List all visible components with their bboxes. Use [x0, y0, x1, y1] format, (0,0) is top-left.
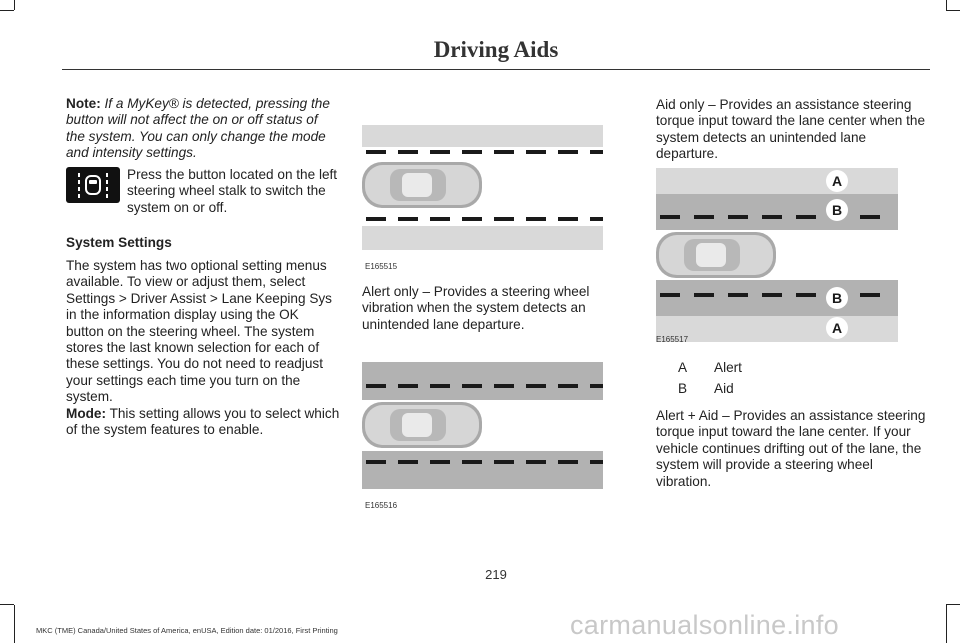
figure-alert-only — [362, 125, 603, 250]
alert-only-paragraph — [362, 284, 612, 333]
alert-aid-text: Alert + Aid – Provides an assistance steering torque input toward the lane center. If your vehicle continues drifting out of the lane, the system will provide a steering wheel vibration. — [656, 408, 926, 489]
edition-footer: MKC (TME) Canada/United States of America, enUSA, Edition date: 01/2016, First Printing — [36, 626, 338, 635]
note-text: If a MyKey® is detected, pressing the button will not affect the on or off status of the system. You can only change the mode and intensity settings. — [66, 96, 330, 161]
page-number: 219 — [485, 567, 507, 582]
watermark: carmanualsonline.info — [570, 610, 839, 640]
legend-letter-b: B — [678, 381, 688, 396]
alert-aid-paragraph — [656, 408, 928, 490]
page-title: Driving Aids — [433, 37, 559, 62]
legend-label-a: Alert — [714, 360, 742, 375]
crop-mark-top-right-v — [946, 0, 947, 10]
figure-alert-only-2 — [362, 362, 603, 489]
alert-zone-bottom — [656, 316, 898, 342]
crop-mark-bottom-left-h — [0, 604, 14, 605]
label-a-top: A — [831, 173, 843, 189]
aid-zone-bottom — [656, 280, 898, 316]
figure-id-3: E165517 — [656, 335, 689, 344]
lane-band-top — [362, 125, 603, 147]
car-icon — [362, 162, 482, 208]
mode-text: This setting allows you to select which of the system features to enable. — [66, 406, 340, 438]
lane-band-top — [362, 362, 603, 400]
lane-band-bottom — [362, 226, 603, 250]
alert-zone-top — [656, 168, 898, 194]
crop-mark-top-left — [0, 10, 14, 11]
figure-id-2: E165516 — [365, 501, 398, 510]
lane-dashes-bottom — [366, 217, 603, 221]
label-b-top: B — [831, 202, 843, 218]
crop-mark-top-right — [946, 10, 960, 11]
legend-label-b: Aid — [714, 381, 734, 396]
aid-only-text: Aid only – Provides an assistance steering torque input toward the lane center when the system detects an unintended lane departure. — [656, 97, 926, 162]
settings-heading: System Settings — [66, 235, 172, 250]
lane-band-bottom — [362, 451, 603, 489]
label-b-bottom: B — [831, 290, 843, 306]
settings-text: The system has two optional setting menus available. To view or adjust them, select Settings > Driver Assist > Lane Keeping Sys in the information display using the OK button on the steering wheel. The system stores the last known selection for each of these settings. You do not need to readjust your settings each time you turn on the system. — [66, 258, 332, 405]
mode-text-block — [66, 406, 340, 439]
figure-id-1: E165515 — [365, 262, 398, 271]
button-description — [127, 167, 342, 216]
settings-paragraph — [66, 258, 340, 406]
car-icon — [656, 232, 776, 278]
header-rule — [62, 69, 930, 70]
note-paragraph — [66, 96, 338, 162]
legend-letter-a: A — [678, 360, 688, 375]
car-icon — [362, 402, 482, 448]
figure-alert-and-aid — [656, 168, 898, 342]
crop-mark-top-left-v — [14, 0, 15, 10]
aid-only-paragraph — [656, 97, 928, 163]
left-column — [66, 96, 338, 162]
note-label: Note: — [66, 96, 101, 111]
crop-mark-bottom-left — [14, 605, 15, 643]
mode-paragraph — [66, 406, 340, 439]
mode-label: Mode: — [66, 406, 107, 421]
crop-mark-bottom-right-h — [946, 604, 960, 605]
crop-mark-bottom-right — [946, 605, 947, 643]
lane-dashes-top — [366, 150, 603, 154]
aid-zone-top — [656, 194, 898, 230]
label-a-bottom: A — [831, 320, 843, 336]
alert-only-text: Alert only – Provides a steering wheel vibration when the system detects an unintended lane departure. — [362, 284, 590, 332]
lane-keeping-button-icon — [66, 167, 120, 203]
button-text: Press the button located on the left steering wheel stalk to switch the system on or off. — [127, 167, 338, 215]
